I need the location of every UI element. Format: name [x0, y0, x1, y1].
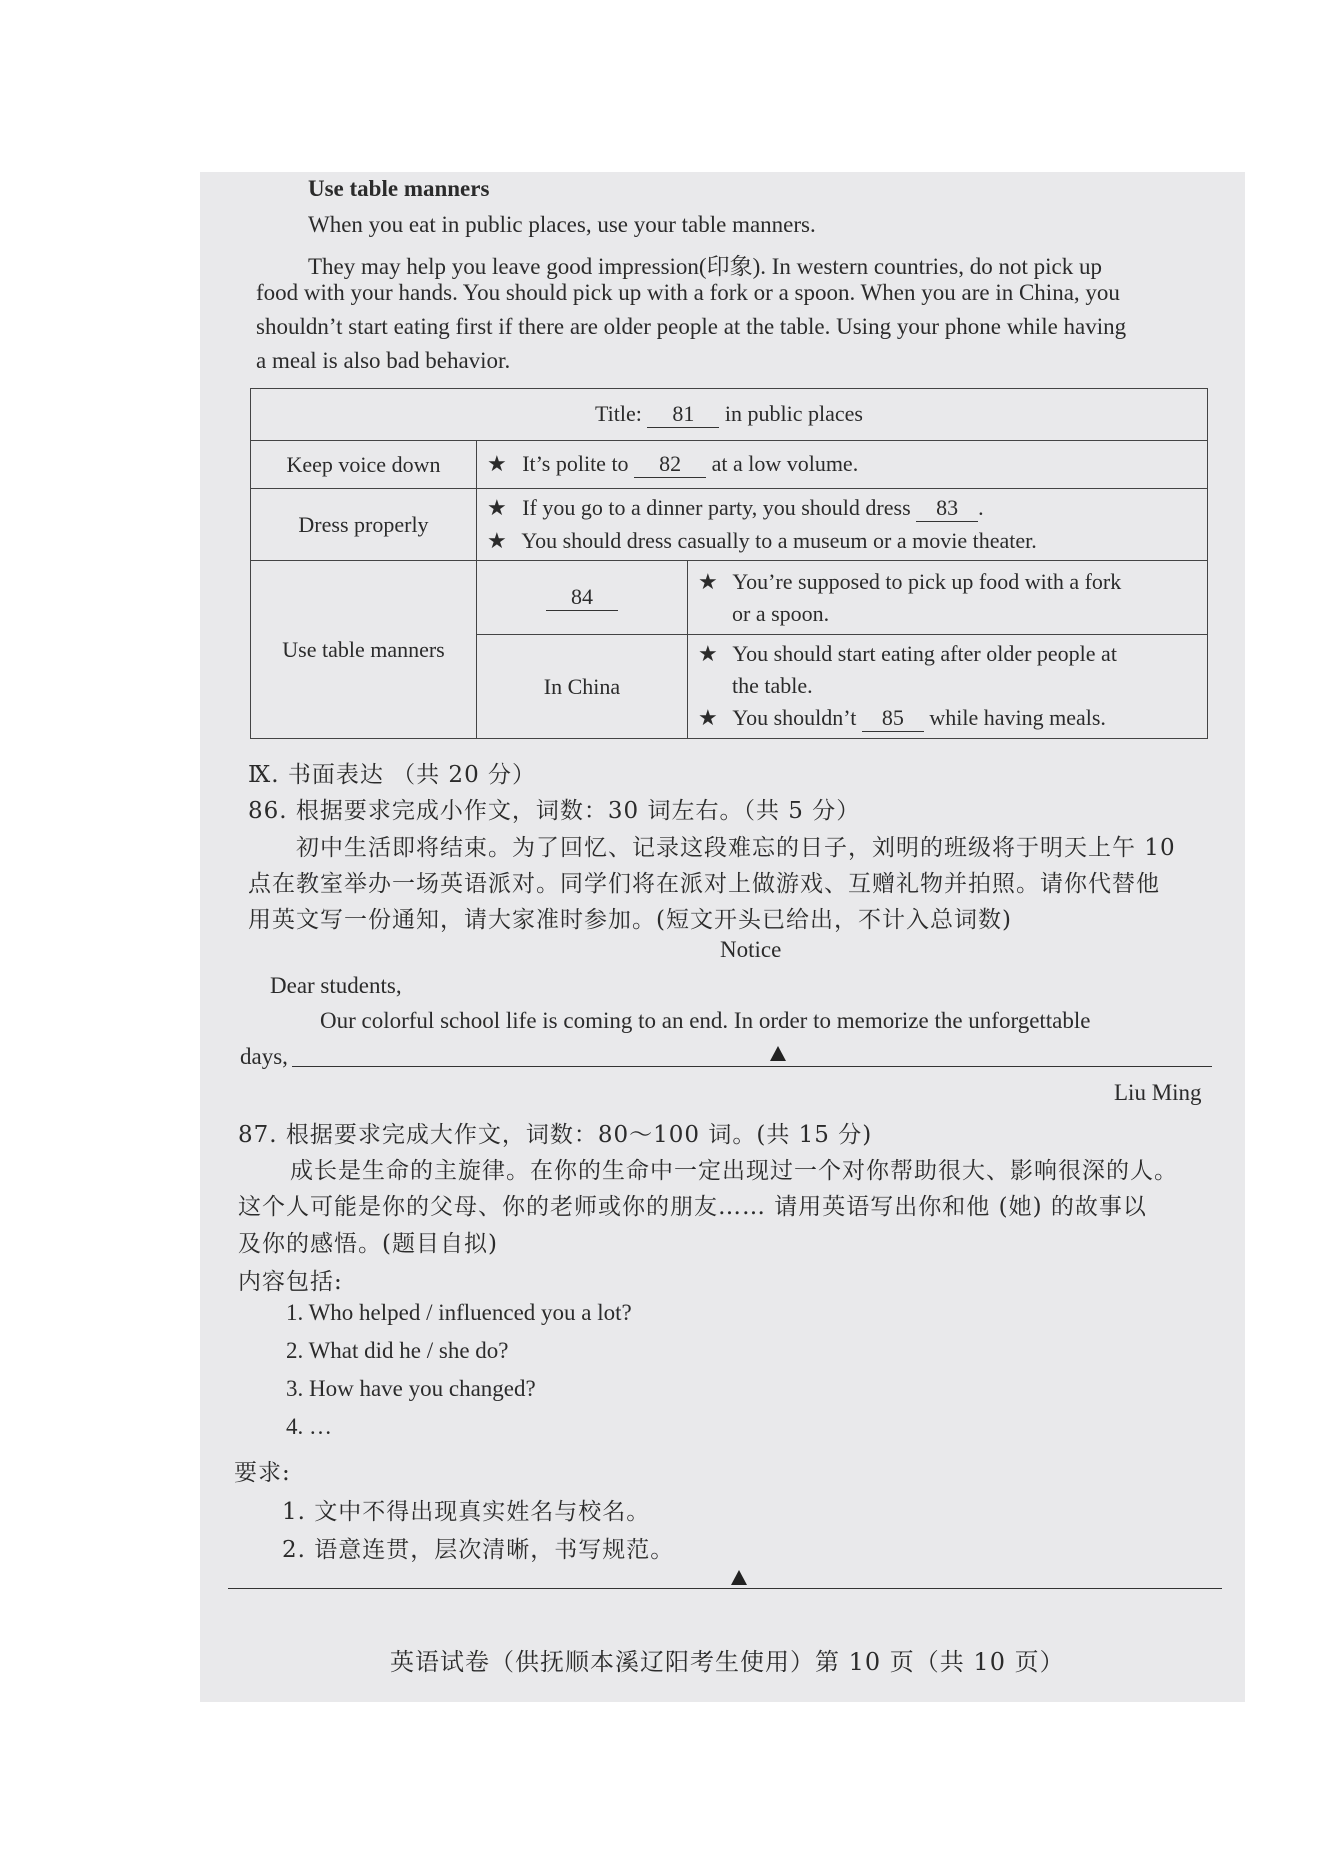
passage-line: food with your hands. You should pick up with a fork or a spoon. When you are in China, you — [256, 280, 1120, 305]
answer-line — [292, 1066, 1212, 1067]
row1-pre: It’s polite to — [522, 451, 629, 476]
page-footer: 英语试卷（供抚顺本溪辽阳考生使用）第 10 页（共 10 页） — [390, 1648, 1065, 1676]
q86-line: 点在教室举办一场英语派对。同学们将在派对上做游戏、互赠礼物并拍照。请你代替他 — [248, 871, 1160, 897]
notice-greeting: Dear students, — [270, 973, 402, 998]
blank-82: 82 — [634, 451, 706, 478]
notice-days: days, — [240, 1044, 288, 1069]
row-label-keep-voice: Keep voice down — [251, 441, 477, 489]
req-item: 2. 语意连贯，层次清晰，书写规范。 — [282, 1537, 675, 1563]
star-icon: ★ — [698, 641, 718, 666]
q86-line: 初中生活即将结束。为了回忆、记录这段难忘的日子，刘明的班级将于明天上午 10 — [296, 835, 1176, 861]
blank-85: 85 — [862, 705, 924, 732]
notice-title: Notice — [720, 937, 782, 962]
row-content-keep-voice — [477, 441, 1208, 489]
row3a-l1: You’re supposed to pick up food with a fork — [732, 568, 1122, 594]
star-icon: ★ — [487, 528, 507, 553]
section-heading: Ⅸ. 书面表达 （共 20 分） — [248, 762, 537, 788]
q87-heading: 87. 根据要求完成大作文，词数：80～100 词。(共 15 分) — [238, 1122, 873, 1148]
content-heading: 内容包括: — [238, 1269, 343, 1295]
row1-post: at a low volume. — [711, 451, 859, 476]
q87-line: 这个人可能是你的父母、你的老师或你的朋友…… 请用英语写出你和他 (她) 的故事以 — [238, 1194, 1147, 1220]
blank-81: 81 — [647, 401, 719, 428]
row2-l1-post: . — [978, 495, 984, 520]
sub-label-84 — [477, 561, 688, 635]
star-icon: ★ — [487, 495, 507, 520]
row3a-l2: or a spoon. — [732, 600, 830, 626]
passage-line: They may help you leave good impression(印象). In western countries, do not pick up — [308, 254, 1102, 279]
info-table — [250, 388, 1208, 739]
row3b-l3-post: while having meals. — [929, 705, 1106, 730]
q87-line: 及你的感悟。(题目自拟) — [238, 1231, 498, 1257]
answer-line — [228, 1588, 1222, 1589]
table-title-row — [251, 389, 1208, 441]
q86-line: 用英文写一份通知，请大家准时参加。(短文开头已给出，不计入总词数) — [248, 907, 1012, 933]
content-item: 4. … — [286, 1414, 332, 1439]
content-item: 2. What did he / she do? — [286, 1338, 509, 1363]
row3b-l3-pre: You shouldn’t — [732, 705, 857, 730]
row-content-western — [688, 561, 1208, 635]
notice-body: Our colorful school life is coming to an end. In order to memorize the unforgettable — [320, 1008, 1091, 1033]
star-icon: ★ — [698, 705, 718, 730]
row-label-dress: Dress properly — [251, 489, 477, 561]
blank-84: 84 — [546, 584, 618, 611]
blank-83: 83 — [916, 495, 978, 522]
row-label-table-manners: Use table manners — [251, 561, 477, 739]
triangle-icon — [770, 1046, 786, 1061]
row2-l1-pre: If you go to a dinner party, you should dress — [522, 495, 911, 520]
req-item: 1. 文中不得出现真实姓名与校名。 — [282, 1499, 651, 1525]
star-icon: ★ — [487, 451, 507, 476]
passage-heading: Use table manners — [308, 176, 490, 201]
req-heading: 要求: — [234, 1460, 291, 1486]
passage-p1: When you eat in public places, use your table manners. — [308, 212, 816, 237]
q86-heading: 86. 根据要求完成小作文，词数：30 词左右。（共 5 分） — [248, 798, 861, 824]
passage-line: a meal is also bad behavior. — [256, 348, 511, 373]
signature: Liu Ming — [1114, 1080, 1202, 1105]
star-icon: ★ — [698, 568, 718, 594]
sub-label-china: In China — [477, 635, 688, 739]
row2-l2: You should dress casually to a museum or a movie theater. — [521, 528, 1037, 553]
row3b-l2: the table. — [732, 673, 813, 698]
title-prefix: Title: — [595, 401, 642, 426]
row-content-dress — [477, 489, 1208, 561]
passage-line: shouldn’t start eating first if there are older people at the table. Using your phone while having — [256, 314, 1127, 339]
row-content-china — [688, 635, 1208, 739]
title-suffix: in public places — [724, 401, 863, 426]
content-item: 3. How have you changed? — [286, 1376, 536, 1401]
q87-line: 成长是生命的主旋律。在你的生命中一定出现过一个对你帮助很大、影响很深的人。 — [290, 1158, 1178, 1184]
content-item: 1. Who helped / influenced you a lot? — [286, 1300, 632, 1325]
triangle-icon — [731, 1570, 747, 1585]
row3b-l1: You should start eating after older people at — [732, 641, 1117, 666]
